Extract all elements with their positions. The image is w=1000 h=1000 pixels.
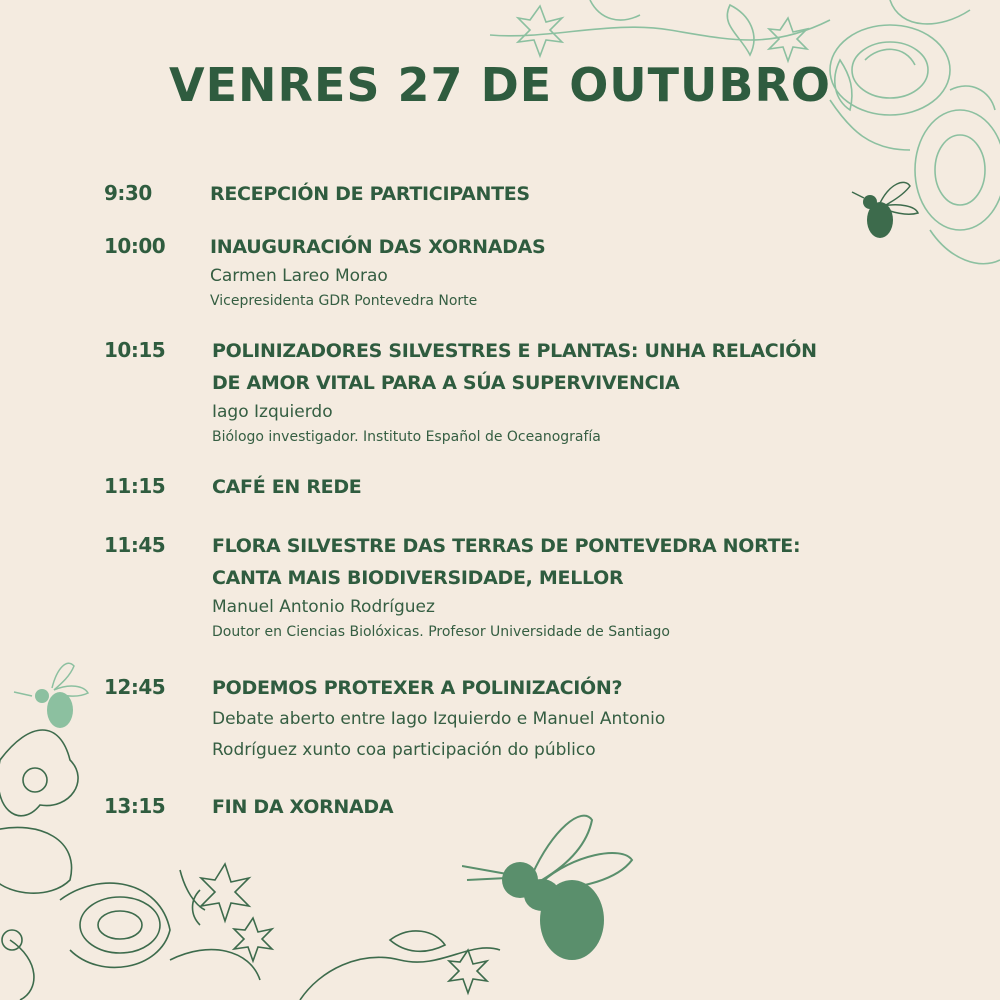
page-title: VENRES 27 DE OUTUBRO (169, 58, 831, 112)
schedule-heading: CAFÉ EN REDE (212, 476, 362, 498)
schedule-heading: RECEPCIÓN DE PARTICIPANTES (210, 183, 530, 205)
speaker-name: Iago Izquierdo (212, 402, 333, 422)
bee-icon (12, 658, 92, 738)
schedule-heading: PODEMOS PROTEXER A POLINIZACIÓN? (212, 677, 623, 699)
schedule-time: 10:00 (104, 234, 166, 258)
schedule-body (210, 231, 850, 313)
session-description: Debate aberto entre Iago Izquierdo e Manuel Antonio (212, 709, 666, 729)
session-description: Rodríguez xunto coa participación do público (212, 740, 596, 760)
schedule-body (212, 530, 852, 644)
schedule-time: 12:45 (104, 675, 166, 699)
schedule-heading: INAUGURACIÓN DAS XORNADAS (210, 236, 546, 258)
schedule-time: 13:15 (104, 794, 166, 818)
schedule-time: 11:15 (104, 474, 166, 498)
speaker-name: Manuel Antonio Rodríguez (212, 597, 435, 617)
schedule-body (210, 178, 850, 210)
schedule-body (212, 335, 852, 449)
speaker-role: Biólogo investigador. Instituto Español de Oceanografía (212, 429, 601, 445)
schedule-body (212, 471, 852, 503)
schedule-time: 11:45 (104, 533, 166, 557)
speaker-role: Vicepresidenta GDR Pontevedra Norte (210, 293, 478, 309)
schedule-time: 10:15 (104, 338, 166, 362)
schedule-heading: FLORA SILVESTRE DAS TERRAS DE PONTEVEDRA NORTE: (212, 535, 801, 557)
schedule-heading: DE AMOR VITAL PARA A SÚA SUPERVIVENCIA (212, 372, 680, 394)
schedule-time: 9:30 (104, 181, 152, 205)
speaker-name: Carmen Lareo Morao (210, 266, 388, 286)
schedule-body (212, 672, 852, 766)
bee-icon (462, 800, 642, 980)
bee-icon (850, 178, 920, 248)
schedule-body (212, 791, 852, 823)
schedule-heading: POLINIZADORES SILVESTRES E PLANTAS: UNHA RELACIÓN (212, 340, 817, 362)
speaker-role: Doutor en Ciencias Biolóxicas. Profesor Universidade de Santiago (212, 624, 670, 640)
schedule-heading: CANTA MAIS BIODIVERSIDADE, MELLOR (212, 567, 624, 589)
schedule-heading: FIN DA XORNADA (212, 796, 394, 818)
